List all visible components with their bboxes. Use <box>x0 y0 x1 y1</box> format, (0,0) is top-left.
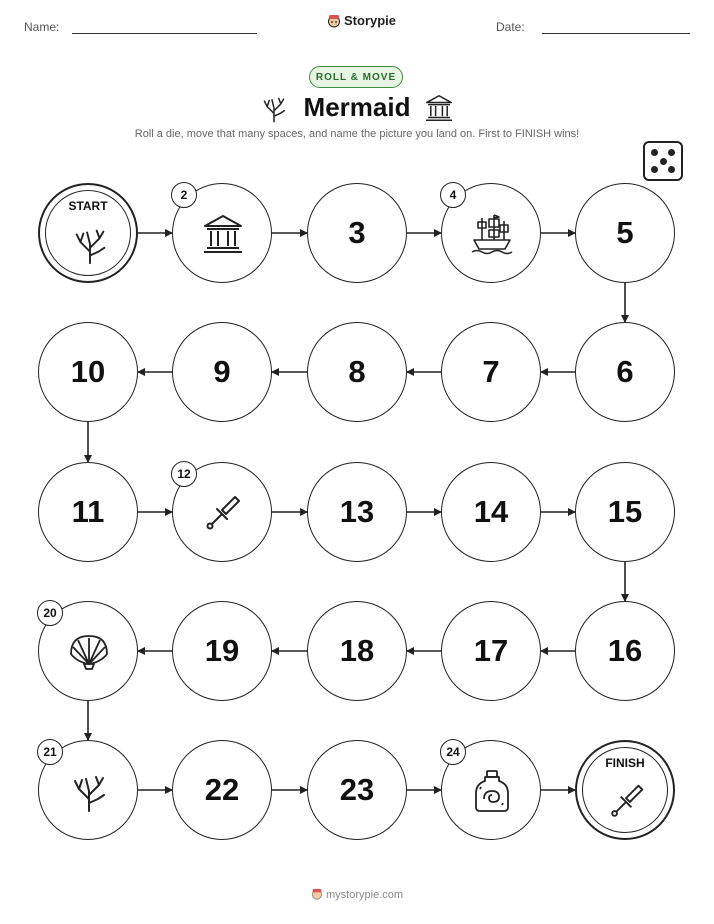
space-number: 18 <box>339 633 375 668</box>
name-label: Name: <box>24 20 60 34</box>
board-space <box>307 183 407 283</box>
temple-icon <box>201 212 245 256</box>
board-space <box>441 740 541 840</box>
space-label: START <box>68 199 108 213</box>
board-space <box>172 740 272 840</box>
page-title: Mermaid <box>303 92 411 122</box>
space-number: 11 <box>71 494 105 529</box>
space-number: 22 <box>204 772 240 807</box>
board-space <box>575 183 675 283</box>
storypie-logo-icon <box>311 888 323 900</box>
board-space <box>172 183 272 283</box>
game-type-badge: ROLL & MOVE <box>309 66 403 88</box>
board-space-finish <box>575 740 675 840</box>
space-number-tag: 24 <box>440 739 466 765</box>
space-number: 16 <box>607 633 643 668</box>
pirate-ship-icon <box>470 212 514 256</box>
space-number: 7 <box>482 354 500 389</box>
board-space <box>441 322 541 422</box>
space-number-tag: 12 <box>171 461 197 487</box>
space-number: 14 <box>473 494 509 529</box>
space-number: 3 <box>348 215 366 250</box>
brand-name: Storypie <box>344 13 397 28</box>
space-number-tag: 4 <box>440 182 466 208</box>
dagger-icon <box>201 491 245 535</box>
space-number: 10 <box>70 354 106 389</box>
board-space <box>172 601 272 701</box>
space-number: 5 <box>616 215 634 250</box>
board-space <box>38 601 138 701</box>
coral-icon <box>69 223 111 265</box>
space-number: 13 <box>339 494 375 529</box>
space-label: FINISH <box>605 756 645 770</box>
potion-bottle-icon <box>470 769 514 813</box>
board-space <box>38 740 138 840</box>
footer-site <box>0 888 714 901</box>
space-number: 9 <box>213 354 231 389</box>
seashell-icon <box>67 630 111 674</box>
space-number-tag: 2 <box>171 182 197 208</box>
board-space <box>307 462 407 562</box>
space-number: 19 <box>204 633 240 668</box>
board-space <box>172 462 272 562</box>
board-space <box>441 601 541 701</box>
space-number-tag: 21 <box>37 739 63 765</box>
space-number: 15 <box>607 494 643 529</box>
board-space <box>441 462 541 562</box>
footer-url: mystorypie.com <box>326 889 404 901</box>
space-number: 8 <box>348 354 366 389</box>
board-space <box>575 322 675 422</box>
board-space <box>172 322 272 422</box>
space-number-tag: 20 <box>37 600 63 626</box>
board-space <box>575 601 675 701</box>
space-number: 17 <box>473 633 509 668</box>
board-space <box>38 462 138 562</box>
board-space <box>307 322 407 422</box>
board-space <box>441 183 541 283</box>
board-space <box>307 601 407 701</box>
board-space <box>575 462 675 562</box>
dagger-icon <box>606 780 648 822</box>
board-space <box>307 740 407 840</box>
space-number: 23 <box>339 772 375 807</box>
board-space <box>38 322 138 422</box>
board-space-start <box>38 183 138 283</box>
coral-icon <box>67 769 111 813</box>
date-label: Date: <box>496 20 525 34</box>
instructions: Roll a die, move that many spaces, and name the picture you land on. First to FINISH wins! <box>134 128 580 140</box>
space-number: 6 <box>616 354 634 389</box>
